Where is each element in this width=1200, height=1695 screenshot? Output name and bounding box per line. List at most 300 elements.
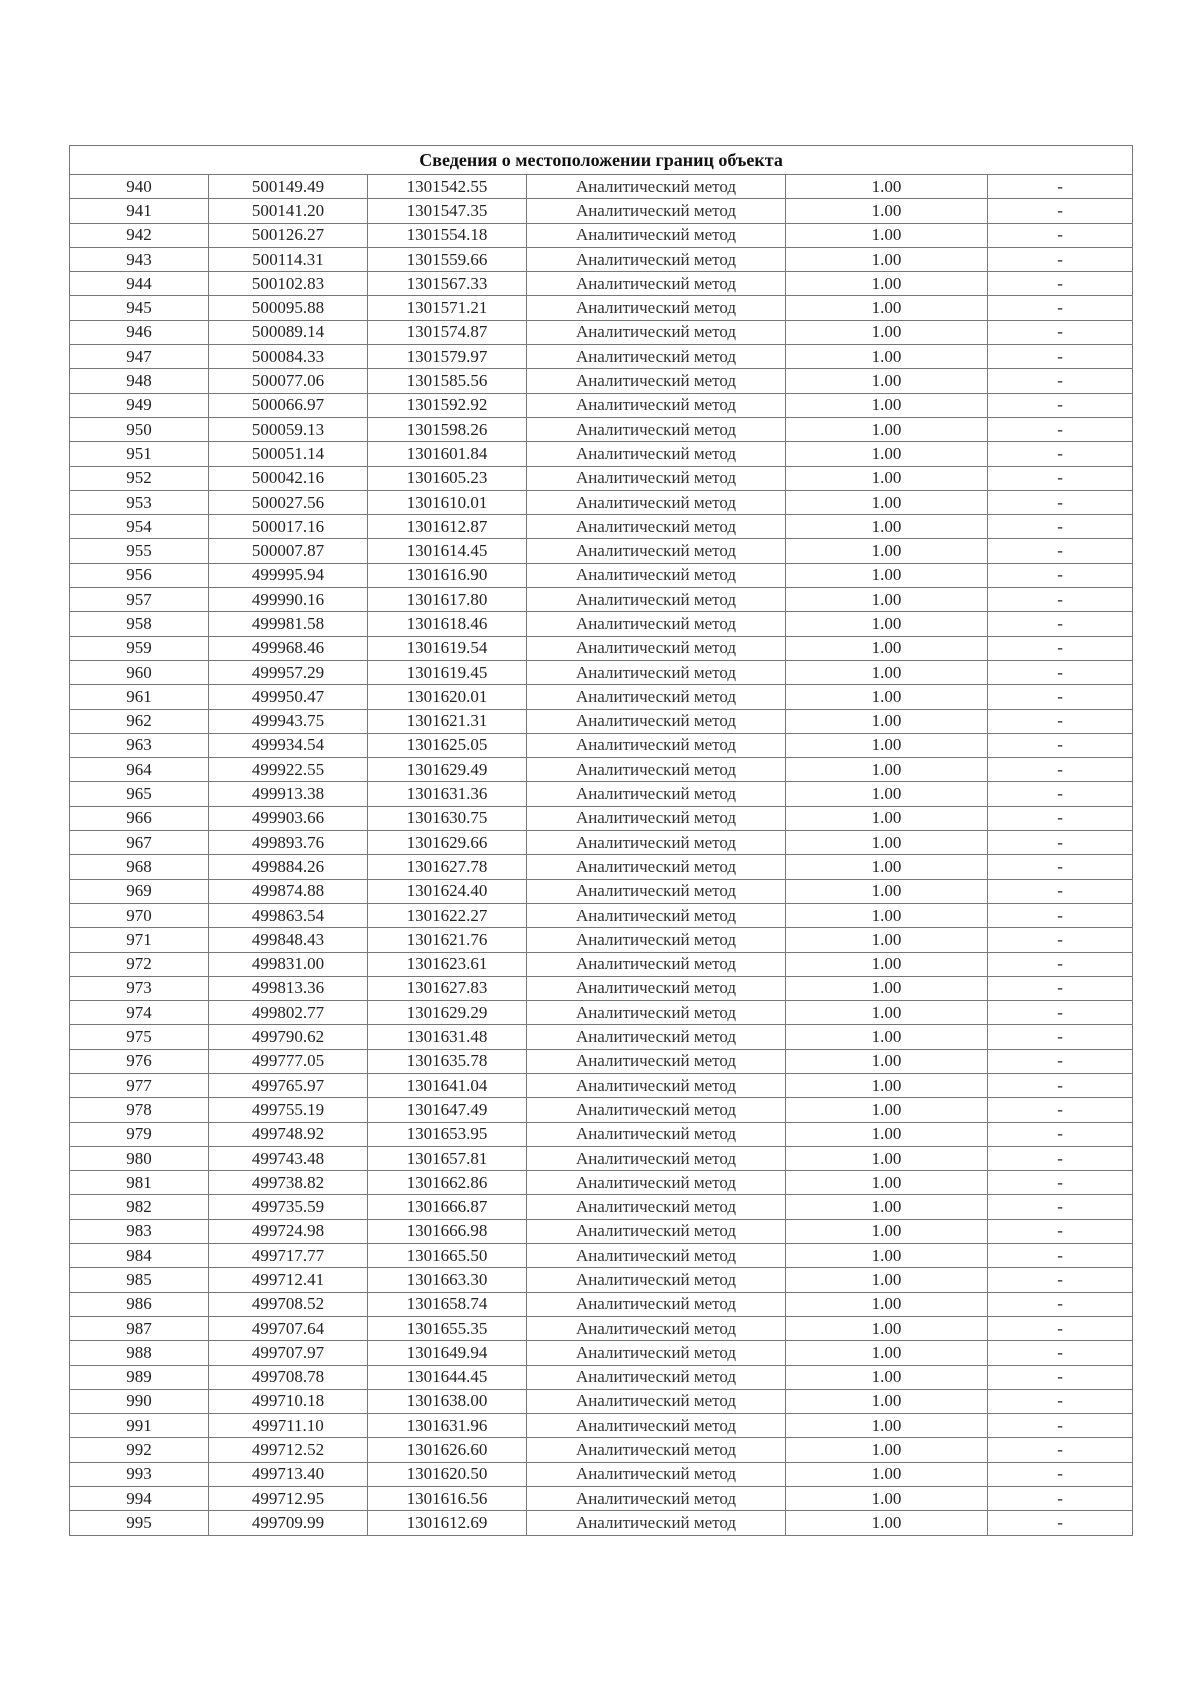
point-number-cell: 959	[70, 636, 209, 660]
method-cell: Аналитический метод	[527, 976, 786, 1000]
point-number-cell: 987	[70, 1316, 209, 1340]
accuracy-cell: 1.00	[786, 1389, 988, 1413]
description-cell: -	[988, 758, 1133, 782]
table-row	[70, 952, 1133, 976]
description-cell: -	[988, 296, 1133, 320]
x-coordinate-cell: 499708.52	[209, 1292, 368, 1316]
description-cell: -	[988, 369, 1133, 393]
accuracy-cell: 1.00	[786, 1219, 988, 1243]
method-cell: Аналитический метод	[527, 685, 786, 709]
method-cell: Аналитический метод	[527, 1195, 786, 1219]
table-row	[70, 1049, 1133, 1073]
method-cell: Аналитический метод	[527, 1268, 786, 1292]
method-cell: Аналитический метод	[527, 1171, 786, 1195]
point-number-cell: 991	[70, 1414, 209, 1438]
point-number-cell: 980	[70, 1146, 209, 1170]
accuracy-cell: 1.00	[786, 758, 988, 782]
y-coordinate-cell: 1301621.76	[368, 928, 527, 952]
point-number-cell: 949	[70, 393, 209, 417]
method-cell: Аналитический метод	[527, 1219, 786, 1243]
description-cell: -	[988, 199, 1133, 223]
x-coordinate-cell: 499813.36	[209, 976, 368, 1000]
description-cell: -	[988, 320, 1133, 344]
accuracy-cell: 1.00	[786, 1316, 988, 1340]
accuracy-cell: 1.00	[786, 1414, 988, 1438]
description-cell: -	[988, 515, 1133, 539]
y-coordinate-cell: 1301618.46	[368, 612, 527, 636]
accuracy-cell: 1.00	[786, 831, 988, 855]
x-coordinate-cell: 500102.83	[209, 272, 368, 296]
y-coordinate-cell: 1301658.74	[368, 1292, 527, 1316]
accuracy-cell: 1.00	[786, 1073, 988, 1097]
table-row	[70, 1414, 1133, 1438]
description-cell: -	[988, 1219, 1133, 1243]
table-row	[70, 1487, 1133, 1511]
accuracy-cell: 1.00	[786, 223, 988, 247]
y-coordinate-cell: 1301665.50	[368, 1244, 527, 1268]
accuracy-cell: 1.00	[786, 539, 988, 563]
method-cell: Аналитический метод	[527, 709, 786, 733]
accuracy-cell: 1.00	[786, 1049, 988, 1073]
table-row	[70, 636, 1133, 660]
point-number-cell: 982	[70, 1195, 209, 1219]
point-number-cell: 966	[70, 806, 209, 830]
table-row	[70, 563, 1133, 587]
table-row	[70, 466, 1133, 490]
y-coordinate-cell: 1301612.69	[368, 1511, 527, 1535]
table-row	[70, 175, 1133, 199]
description-cell: -	[988, 685, 1133, 709]
point-number-cell: 977	[70, 1073, 209, 1097]
x-coordinate-cell: 499802.77	[209, 1001, 368, 1025]
table-row	[70, 1365, 1133, 1389]
method-cell: Аналитический метод	[527, 1146, 786, 1170]
table-row	[70, 660, 1133, 684]
point-number-cell: 986	[70, 1292, 209, 1316]
method-cell: Аналитический метод	[527, 369, 786, 393]
method-cell: Аналитический метод	[527, 855, 786, 879]
x-coordinate-cell: 499790.62	[209, 1025, 368, 1049]
method-cell: Аналитический метод	[527, 1244, 786, 1268]
method-cell: Аналитический метод	[527, 199, 786, 223]
y-coordinate-cell: 1301610.01	[368, 490, 527, 514]
y-coordinate-cell: 1301653.95	[368, 1122, 527, 1146]
description-cell: -	[988, 175, 1133, 199]
x-coordinate-cell: 499707.97	[209, 1341, 368, 1365]
point-number-cell: 963	[70, 733, 209, 757]
table-row	[70, 1122, 1133, 1146]
method-cell: Аналитический метод	[527, 1389, 786, 1413]
point-number-cell: 961	[70, 685, 209, 709]
description-cell: -	[988, 539, 1133, 563]
accuracy-cell: 1.00	[786, 563, 988, 587]
table-row	[70, 272, 1133, 296]
table-row	[70, 685, 1133, 709]
method-cell: Аналитический метод	[527, 879, 786, 903]
x-coordinate-cell: 499831.00	[209, 952, 368, 976]
x-coordinate-cell: 499709.99	[209, 1511, 368, 1535]
method-cell: Аналитический метод	[527, 1365, 786, 1389]
y-coordinate-cell: 1301662.86	[368, 1171, 527, 1195]
point-number-cell: 971	[70, 928, 209, 952]
x-coordinate-cell: 499893.76	[209, 831, 368, 855]
table-row	[70, 1025, 1133, 1049]
point-number-cell: 967	[70, 831, 209, 855]
x-coordinate-cell: 499748.92	[209, 1122, 368, 1146]
x-coordinate-cell: 499903.66	[209, 806, 368, 830]
accuracy-cell: 1.00	[786, 855, 988, 879]
y-coordinate-cell: 1301614.45	[368, 539, 527, 563]
point-number-cell: 940	[70, 175, 209, 199]
description-cell: -	[988, 1365, 1133, 1389]
y-coordinate-cell: 1301601.84	[368, 442, 527, 466]
x-coordinate-cell: 499711.10	[209, 1414, 368, 1438]
x-coordinate-cell: 499707.64	[209, 1316, 368, 1340]
description-cell: -	[988, 563, 1133, 587]
method-cell: Аналитический метод	[527, 466, 786, 490]
method-cell: Аналитический метод	[527, 320, 786, 344]
point-number-cell: 984	[70, 1244, 209, 1268]
accuracy-cell: 1.00	[786, 1146, 988, 1170]
method-cell: Аналитический метод	[527, 733, 786, 757]
table-row	[70, 588, 1133, 612]
y-coordinate-cell: 1301627.78	[368, 855, 527, 879]
y-coordinate-cell: 1301629.49	[368, 758, 527, 782]
y-coordinate-cell: 1301574.87	[368, 320, 527, 344]
y-coordinate-cell: 1301559.66	[368, 247, 527, 271]
accuracy-cell: 1.00	[786, 1511, 988, 1535]
description-cell: -	[988, 1073, 1133, 1097]
point-number-cell: 945	[70, 296, 209, 320]
x-coordinate-cell: 499874.88	[209, 879, 368, 903]
description-cell: -	[988, 1487, 1133, 1511]
y-coordinate-cell: 1301631.96	[368, 1414, 527, 1438]
description-cell: -	[988, 588, 1133, 612]
description-cell: -	[988, 952, 1133, 976]
point-number-cell: 975	[70, 1025, 209, 1049]
x-coordinate-cell: 499943.75	[209, 709, 368, 733]
x-coordinate-cell: 499765.97	[209, 1073, 368, 1097]
accuracy-cell: 1.00	[786, 466, 988, 490]
accuracy-cell: 1.00	[786, 709, 988, 733]
table-row	[70, 1244, 1133, 1268]
x-coordinate-cell: 499777.05	[209, 1049, 368, 1073]
method-cell: Аналитический метод	[527, 1001, 786, 1025]
point-number-cell: 943	[70, 247, 209, 271]
method-cell: Аналитический метод	[527, 588, 786, 612]
y-coordinate-cell: 1301644.45	[368, 1365, 527, 1389]
x-coordinate-cell: 499981.58	[209, 612, 368, 636]
y-coordinate-cell: 1301612.87	[368, 515, 527, 539]
point-number-cell: 956	[70, 563, 209, 587]
point-number-cell: 978	[70, 1098, 209, 1122]
description-cell: -	[988, 442, 1133, 466]
x-coordinate-cell: 500084.33	[209, 345, 368, 369]
method-cell: Аналитический метод	[527, 1462, 786, 1486]
x-coordinate-cell: 499712.52	[209, 1438, 368, 1462]
description-cell: -	[988, 1171, 1133, 1195]
method-cell: Аналитический метод	[527, 345, 786, 369]
accuracy-cell: 1.00	[786, 588, 988, 612]
y-coordinate-cell: 1301649.94	[368, 1341, 527, 1365]
y-coordinate-cell: 1301620.50	[368, 1462, 527, 1486]
description-cell: -	[988, 928, 1133, 952]
point-number-cell: 994	[70, 1487, 209, 1511]
method-cell: Аналитический метод	[527, 1438, 786, 1462]
x-coordinate-cell: 499968.46	[209, 636, 368, 660]
method-cell: Аналитический метод	[527, 612, 786, 636]
y-coordinate-cell: 1301623.61	[368, 952, 527, 976]
method-cell: Аналитический метод	[527, 417, 786, 441]
table-row	[70, 1073, 1133, 1097]
y-coordinate-cell: 1301605.23	[368, 466, 527, 490]
method-cell: Аналитический метод	[527, 1049, 786, 1073]
method-cell: Аналитический метод	[527, 175, 786, 199]
point-number-cell: 989	[70, 1365, 209, 1389]
point-number-cell: 958	[70, 612, 209, 636]
y-coordinate-cell: 1301626.60	[368, 1438, 527, 1462]
point-number-cell: 992	[70, 1438, 209, 1462]
table-row	[70, 442, 1133, 466]
table-row	[70, 199, 1133, 223]
description-cell: -	[988, 806, 1133, 830]
point-number-cell: 973	[70, 976, 209, 1000]
x-coordinate-cell: 500042.16	[209, 466, 368, 490]
accuracy-cell: 1.00	[786, 417, 988, 441]
description-cell: -	[988, 831, 1133, 855]
table-row	[70, 976, 1133, 1000]
accuracy-cell: 1.00	[786, 1462, 988, 1486]
table-row	[70, 1511, 1133, 1535]
description-cell: -	[988, 709, 1133, 733]
y-coordinate-cell: 1301657.81	[368, 1146, 527, 1170]
description-cell: -	[988, 1316, 1133, 1340]
description-cell: -	[988, 855, 1133, 879]
table-row	[70, 1462, 1133, 1486]
y-coordinate-cell: 1301554.18	[368, 223, 527, 247]
x-coordinate-cell: 500141.20	[209, 199, 368, 223]
y-coordinate-cell: 1301647.49	[368, 1098, 527, 1122]
x-coordinate-cell: 500007.87	[209, 539, 368, 563]
point-number-cell: 970	[70, 903, 209, 927]
y-coordinate-cell: 1301625.05	[368, 733, 527, 757]
accuracy-cell: 1.00	[786, 1025, 988, 1049]
accuracy-cell: 1.00	[786, 247, 988, 271]
point-number-cell: 951	[70, 442, 209, 466]
description-cell: -	[988, 490, 1133, 514]
table-body	[70, 175, 1133, 1536]
y-coordinate-cell: 1301598.26	[368, 417, 527, 441]
description-cell: -	[988, 1146, 1133, 1170]
accuracy-cell: 1.00	[786, 660, 988, 684]
x-coordinate-cell: 499708.78	[209, 1365, 368, 1389]
method-cell: Аналитический метод	[527, 1341, 786, 1365]
x-coordinate-cell: 500126.27	[209, 223, 368, 247]
method-cell: Аналитический метод	[527, 442, 786, 466]
method-cell: Аналитический метод	[527, 806, 786, 830]
table-row	[70, 320, 1133, 344]
x-coordinate-cell: 499712.41	[209, 1268, 368, 1292]
x-coordinate-cell: 500089.14	[209, 320, 368, 344]
point-number-cell: 947	[70, 345, 209, 369]
accuracy-cell: 1.00	[786, 1171, 988, 1195]
description-cell: -	[988, 393, 1133, 417]
point-number-cell: 964	[70, 758, 209, 782]
table-row	[70, 1195, 1133, 1219]
method-cell: Аналитический метод	[527, 296, 786, 320]
x-coordinate-cell: 499884.26	[209, 855, 368, 879]
accuracy-cell: 1.00	[786, 782, 988, 806]
accuracy-cell: 1.00	[786, 1292, 988, 1316]
description-cell: -	[988, 345, 1133, 369]
x-coordinate-cell: 499913.38	[209, 782, 368, 806]
method-cell: Аналитический метод	[527, 563, 786, 587]
y-coordinate-cell: 1301627.83	[368, 976, 527, 1000]
description-cell: -	[988, 903, 1133, 927]
point-number-cell: 981	[70, 1171, 209, 1195]
description-cell: -	[988, 1001, 1133, 1025]
description-cell: -	[988, 1244, 1133, 1268]
method-cell: Аналитический метод	[527, 539, 786, 563]
description-cell: -	[988, 417, 1133, 441]
accuracy-cell: 1.00	[786, 1365, 988, 1389]
method-cell: Аналитический метод	[527, 1073, 786, 1097]
point-number-cell: 946	[70, 320, 209, 344]
point-number-cell: 960	[70, 660, 209, 684]
table-row	[70, 345, 1133, 369]
accuracy-cell: 1.00	[786, 1487, 988, 1511]
accuracy-cell: 1.00	[786, 612, 988, 636]
accuracy-cell: 1.00	[786, 1341, 988, 1365]
y-coordinate-cell: 1301631.48	[368, 1025, 527, 1049]
description-cell: -	[988, 466, 1133, 490]
description-cell: -	[988, 1438, 1133, 1462]
point-number-cell: 941	[70, 199, 209, 223]
accuracy-cell: 1.00	[786, 806, 988, 830]
y-coordinate-cell: 1301585.56	[368, 369, 527, 393]
accuracy-cell: 1.00	[786, 1244, 988, 1268]
x-coordinate-cell: 499990.16	[209, 588, 368, 612]
description-cell: -	[988, 1389, 1133, 1413]
method-cell: Аналитический метод	[527, 831, 786, 855]
y-coordinate-cell: 1301547.35	[368, 199, 527, 223]
x-coordinate-cell: 500066.97	[209, 393, 368, 417]
point-number-cell: 976	[70, 1049, 209, 1073]
description-cell: -	[988, 1098, 1133, 1122]
table-row	[70, 1292, 1133, 1316]
point-number-cell: 948	[70, 369, 209, 393]
method-cell: Аналитический метод	[527, 903, 786, 927]
accuracy-cell: 1.00	[786, 393, 988, 417]
point-number-cell: 995	[70, 1511, 209, 1535]
y-coordinate-cell: 1301616.90	[368, 563, 527, 587]
accuracy-cell: 1.00	[786, 369, 988, 393]
table-row	[70, 782, 1133, 806]
x-coordinate-cell: 499743.48	[209, 1146, 368, 1170]
point-number-cell: 965	[70, 782, 209, 806]
point-number-cell: 950	[70, 417, 209, 441]
y-coordinate-cell: 1301635.78	[368, 1049, 527, 1073]
point-number-cell: 990	[70, 1389, 209, 1413]
description-cell: -	[988, 1195, 1133, 1219]
point-number-cell: 988	[70, 1341, 209, 1365]
table-row	[70, 1389, 1133, 1413]
table-row	[70, 539, 1133, 563]
description-cell: -	[988, 782, 1133, 806]
method-cell: Аналитический метод	[527, 952, 786, 976]
x-coordinate-cell: 499957.29	[209, 660, 368, 684]
x-coordinate-cell: 500077.06	[209, 369, 368, 393]
x-coordinate-cell: 499738.82	[209, 1171, 368, 1195]
accuracy-cell: 1.00	[786, 1268, 988, 1292]
method-cell: Аналитический метод	[527, 1316, 786, 1340]
method-cell: Аналитический метод	[527, 1025, 786, 1049]
x-coordinate-cell: 500027.56	[209, 490, 368, 514]
x-coordinate-cell: 500114.31	[209, 247, 368, 271]
table-row	[70, 1219, 1133, 1243]
table-row	[70, 296, 1133, 320]
table-row	[70, 1171, 1133, 1195]
x-coordinate-cell: 500051.14	[209, 442, 368, 466]
method-cell: Аналитический метод	[527, 660, 786, 684]
table-row	[70, 1098, 1133, 1122]
description-cell: -	[988, 1414, 1133, 1438]
table-row	[70, 709, 1133, 733]
x-coordinate-cell: 499710.18	[209, 1389, 368, 1413]
x-coordinate-cell: 500017.16	[209, 515, 368, 539]
x-coordinate-cell: 499934.54	[209, 733, 368, 757]
table-row	[70, 903, 1133, 927]
y-coordinate-cell: 1301616.56	[368, 1487, 527, 1511]
point-number-cell: 942	[70, 223, 209, 247]
table-row	[70, 369, 1133, 393]
method-cell: Аналитический метод	[527, 1414, 786, 1438]
accuracy-cell: 1.00	[786, 733, 988, 757]
table-row	[70, 1001, 1133, 1025]
method-cell: Аналитический метод	[527, 1098, 786, 1122]
table-row	[70, 1341, 1133, 1365]
x-coordinate-cell: 499755.19	[209, 1098, 368, 1122]
y-coordinate-cell: 1301624.40	[368, 879, 527, 903]
point-number-cell: 954	[70, 515, 209, 539]
x-coordinate-cell: 499863.54	[209, 903, 368, 927]
method-cell: Аналитический метод	[527, 758, 786, 782]
x-coordinate-cell: 499995.94	[209, 563, 368, 587]
y-coordinate-cell: 1301666.98	[368, 1219, 527, 1243]
y-coordinate-cell: 1301629.66	[368, 831, 527, 855]
point-number-cell: 957	[70, 588, 209, 612]
table-row	[70, 879, 1133, 903]
table-row	[70, 758, 1133, 782]
x-coordinate-cell: 500059.13	[209, 417, 368, 441]
description-cell: -	[988, 247, 1133, 271]
method-cell: Аналитический метод	[527, 272, 786, 296]
accuracy-cell: 1.00	[786, 1438, 988, 1462]
point-number-cell: 985	[70, 1268, 209, 1292]
accuracy-cell: 1.00	[786, 1098, 988, 1122]
description-cell: -	[988, 660, 1133, 684]
table-title-row	[70, 146, 1133, 175]
point-number-cell: 952	[70, 466, 209, 490]
accuracy-cell: 1.00	[786, 685, 988, 709]
y-coordinate-cell: 1301619.45	[368, 660, 527, 684]
y-coordinate-cell: 1301630.75	[368, 806, 527, 830]
x-coordinate-cell: 499848.43	[209, 928, 368, 952]
method-cell: Аналитический метод	[527, 223, 786, 247]
accuracy-cell: 1.00	[786, 976, 988, 1000]
y-coordinate-cell: 1301579.97	[368, 345, 527, 369]
table-row	[70, 806, 1133, 830]
